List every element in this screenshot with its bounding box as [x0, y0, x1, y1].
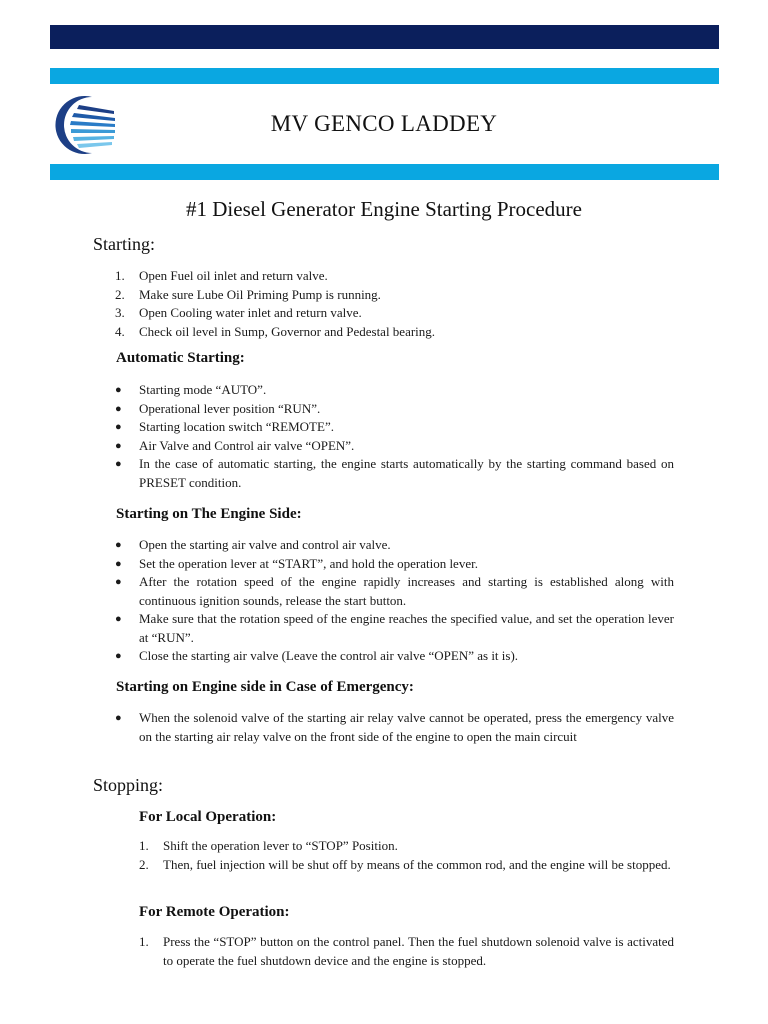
- list-item: 2. Then, fuel injection will be shut off by means of the common rod, and the engine will be stopped.: [139, 856, 671, 872]
- engine-side-list: [115, 536, 674, 666]
- list-item: ● When the solenoid valve of the starting air relay valve cannot be operated, press the emergency valve on the starting air relay valve on the front side of the engine to open the main circuit: [115, 710, 674, 744]
- header-navy-bar: [50, 25, 719, 49]
- list-item: ● Air Valve and Control air valve “OPEN”.: [115, 437, 355, 453]
- document-title: #1 Diesel Generator Engine Starting Procedure: [186, 197, 582, 221]
- list-item: ● Starting mode “AUTO”.: [115, 382, 267, 397]
- subheading-engine-side: Starting on The Engine Side:: [116, 506, 302, 522]
- header-cyan-bar-top: [50, 68, 719, 84]
- list-item: 1. Press the “STOP” button on the control panel. Then the fuel shutdown solenoid valve is activated to operate the fuel shutdown device and the engine is stopped.: [139, 934, 674, 968]
- remote-operation-steps: [139, 933, 674, 970]
- list-item: 3. Open Cooling water inlet and return valve.: [115, 305, 362, 320]
- subheading-remote-operation: For Remote Operation:: [139, 904, 290, 920]
- list-item: ● Starting location switch “REMOTE”.: [115, 419, 334, 434]
- subheading-automatic-starting: Automatic Starting:: [116, 350, 245, 366]
- list-item: ● Open the starting air valve and control air valve.: [115, 537, 391, 552]
- list-item: 1. Open Fuel oil inlet and return valve.: [115, 268, 328, 283]
- list-item: 2. Make sure Lube Oil Priming Pump is running.: [115, 286, 381, 302]
- list-item: ● Set the operation lever at “START”, and hold the operation lever.: [115, 555, 478, 571]
- list-item: ● Close the starting air valve (Leave the control air valve “OPEN” as it is).: [115, 648, 519, 663]
- company-name: MV GENCO LADDEY: [270, 111, 498, 136]
- header-cyan-bar-bottom: [50, 164, 719, 180]
- emergency-list: [115, 709, 674, 746]
- list-item: 1. Shift the operation lever to “STOP” Position.: [139, 838, 398, 853]
- automatic-starting-list: [115, 381, 674, 492]
- list-item: ● In the case of automatic starting, the engine starts automatically by the starting command based on PRESET condition.: [115, 456, 674, 490]
- section-heading-starting: Starting:: [93, 234, 155, 254]
- starting-steps: [115, 267, 679, 341]
- list-item: ● After the rotation speed of the engine rapidly increases and starting is established along with continuous ignition sounds, release the start button.: [115, 574, 674, 608]
- list-item: ● Operational lever position “RUN”.: [115, 400, 321, 416]
- subheading-local-operation: For Local Operation:: [139, 809, 277, 825]
- list-item: 4. Check oil level in Sump, Governor and Pedestal bearing.: [115, 323, 436, 339]
- list-item: ● Make sure that the rotation speed of the engine reaches the specified value, and set the operation lever at “RUN”.: [115, 611, 674, 645]
- subheading-emergency: Starting on Engine side in Case of Emergency:: [116, 679, 414, 695]
- local-operation-steps: [139, 837, 674, 874]
- section-heading-stopping: Stopping:: [93, 775, 164, 795]
